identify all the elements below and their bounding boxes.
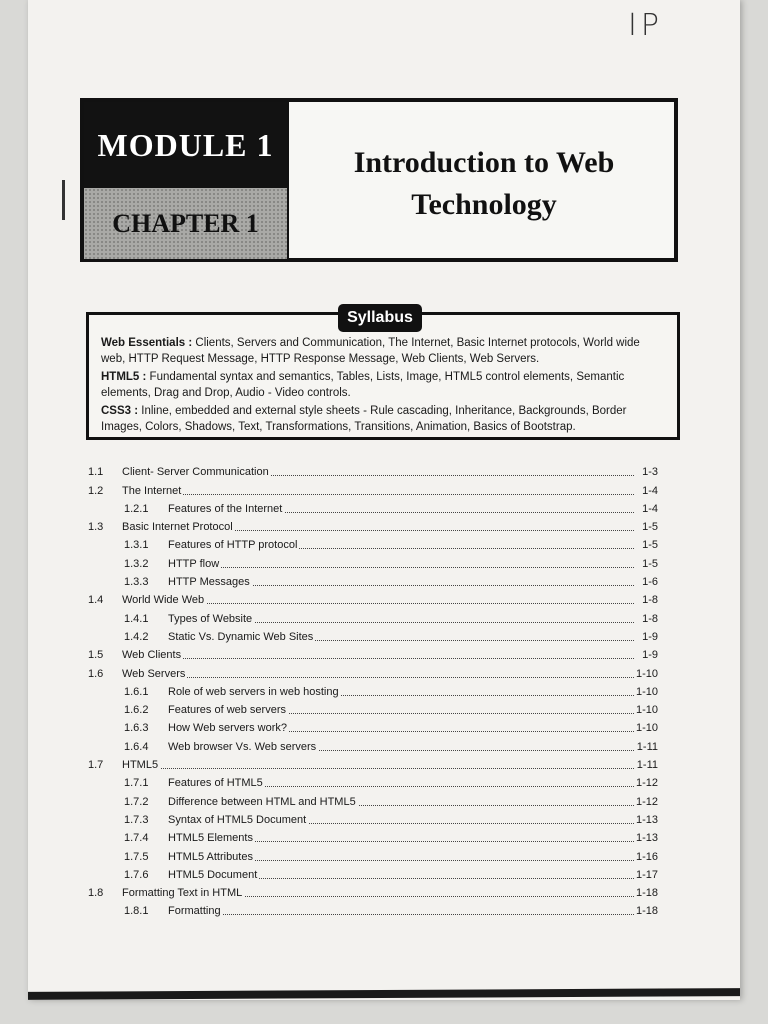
toc-page-number: 1-8	[642, 612, 658, 625]
toc-entry	[86, 810, 686, 828]
toc-number: 1.7.6	[124, 868, 149, 881]
toc-page-number: 1-11	[636, 740, 658, 753]
module-label: MODULE 1	[84, 102, 287, 188]
toc-number: 1.6.2	[124, 704, 149, 717]
toc-label: HTML5 Attributes	[168, 850, 253, 863]
toc-entry	[86, 865, 686, 883]
toc-page-number: 1-10	[635, 722, 658, 735]
toc-page-number: 1-13	[635, 832, 658, 845]
toc-leader-dots	[168, 566, 634, 568]
toc-page-number: 1-9	[642, 649, 658, 662]
syllabus-tag: Syllabus	[338, 304, 422, 332]
toc-number: 1.6.1	[124, 685, 149, 698]
toc-label: HTTP Messages	[168, 576, 250, 589]
toc-page-number: 1-8	[642, 594, 658, 607]
toc-entry	[86, 480, 686, 498]
toc-page-number: 1-12	[635, 795, 658, 808]
toc-entry	[86, 572, 686, 590]
toc-number: 1.8	[88, 887, 104, 900]
toc-label: Features of HTTP protocol	[168, 539, 298, 552]
toc-number: 1.4.1	[124, 612, 149, 625]
toc-number: 1.5	[88, 649, 104, 662]
toc-page-number: 1-12	[635, 777, 658, 790]
syllabus-heading: Web Essentials :	[101, 337, 193, 349]
toc-label: Static Vs. Dynamic Web Sites	[168, 630, 314, 643]
toc-page-number: 1-10	[635, 667, 658, 680]
toc-label: How Web servers work?	[168, 722, 287, 735]
chapter-title-line2: Technology	[411, 188, 557, 221]
toc-entry	[86, 736, 686, 754]
toc-page-number: 1-5	[642, 557, 658, 570]
toc-leader-dots	[168, 913, 634, 915]
toc-entry	[86, 718, 686, 736]
toc-leader-dots	[122, 767, 634, 769]
chapter-label: CHAPTER 1	[84, 188, 287, 259]
syllabus-text: Fundamental syntax and semantics, Tables, Lists, Image, HTML5 control elements, Semantic elements, Drag and Drop, Audio - Video controls.	[101, 371, 625, 399]
toc-leader-dots	[122, 676, 634, 678]
toc-number: 1.3	[88, 521, 104, 534]
toc-entry	[86, 590, 686, 608]
toc-page-number: 1-18	[635, 887, 658, 900]
toc-label: HTTP flow	[168, 557, 220, 570]
toc-entry	[86, 499, 686, 517]
toc-label: Basic Internet Protocol	[122, 521, 233, 534]
toc-leader-dots	[122, 657, 634, 659]
toc-label: Features of HTML5	[168, 777, 263, 790]
syllabus-html5	[101, 369, 665, 401]
toc-label: Features of the Internet	[168, 502, 283, 515]
toc-number: 1.7.4	[124, 832, 149, 845]
toc-label: Formatting Text in HTML	[122, 887, 243, 900]
toc-number: 1.7	[88, 759, 104, 772]
syllabus-text: Clients, Servers and Communication, The Internet, Basic Internet protocols, World wide web, HTTP Request Message, HTTP Response Message, Web Clients, Web Servers.	[101, 337, 640, 365]
syllabus-heading: HTML5 :	[101, 371, 147, 383]
toc-page-number: 1-9	[642, 630, 658, 643]
toc-page-number: 1-4	[642, 484, 658, 497]
toc-number: 1.6	[88, 667, 104, 680]
toc-page-number: 1-10	[635, 685, 658, 698]
toc-number: 1.6.3	[124, 722, 149, 735]
toc-page-number: 1-17	[635, 868, 658, 881]
syllabus-heading: CSS3 :	[101, 405, 139, 417]
toc-entry	[86, 645, 686, 663]
toc-label: Features of web servers	[168, 704, 286, 717]
toc-label: The Internet	[122, 484, 182, 497]
toc-entry	[86, 791, 686, 809]
toc-label: World Wide Web	[122, 594, 205, 607]
toc-entry	[86, 663, 686, 681]
toc-entry	[86, 883, 686, 901]
toc-entry	[86, 755, 686, 773]
toc-label: HTML5 Elements	[168, 832, 253, 845]
toc-entry	[86, 627, 686, 645]
toc-number: 1.7.2	[124, 795, 149, 808]
toc-label: Role of web servers in web hosting	[168, 685, 339, 698]
chapter-header	[80, 98, 678, 262]
toc-label: Web Servers	[122, 667, 186, 680]
toc-entry	[86, 700, 686, 718]
toc-number: 1.6.4	[124, 740, 149, 753]
toc-page-number: 1-16	[635, 850, 658, 863]
toc-number: 1.7.3	[124, 813, 149, 826]
toc-page-number: 1-6	[642, 576, 658, 589]
toc-page-number: 1-4	[642, 502, 658, 515]
syllabus-web-essentials	[101, 335, 665, 367]
toc-entry	[86, 846, 686, 864]
toc-label: Formatting	[168, 905, 221, 918]
toc-entry	[86, 608, 686, 626]
toc-page-number: 1-13	[635, 813, 658, 826]
toc-entry	[86, 828, 686, 846]
toc-page-number: 1-5	[642, 539, 658, 552]
toc-label: Types of Website	[168, 612, 253, 625]
syllabus-css3	[101, 403, 665, 435]
document-page	[28, 0, 740, 1000]
toc-label: Syntax of HTML5 Document	[168, 813, 307, 826]
toc-number: 1.8.1	[124, 905, 149, 918]
toc-entry	[86, 535, 686, 553]
toc-number: 1.2.1	[124, 502, 149, 515]
toc-number: 1.7.1	[124, 777, 149, 790]
toc-page-number: 1-5	[642, 521, 658, 534]
toc-number: 1.2	[88, 484, 104, 497]
toc-label: Client- Server Communication	[122, 466, 269, 479]
toc-page-number: 1-18	[635, 905, 658, 918]
toc-number: 1.4	[88, 594, 104, 607]
chapter-title-line1: Introduction to Web	[353, 146, 615, 179]
header-divider	[287, 102, 289, 259]
toc-label: Web browser Vs. Web servers	[168, 740, 317, 753]
toc-entry	[86, 462, 686, 480]
toc-entry	[86, 553, 686, 571]
toc-page-number: 1-10	[635, 704, 658, 717]
toc-entry	[86, 682, 686, 700]
chapter-title	[299, 142, 669, 226]
toc-page-number: 1-11	[636, 759, 658, 772]
toc-label: HTML5	[122, 759, 159, 772]
toc-leader-dots	[122, 493, 634, 495]
toc-number: 1.1	[88, 466, 104, 479]
syllabus-text: Inline, embedded and external style sheets - Rule cascading, Inheritance, Backgrounds, Border Images, Colors, Shadows, Text, Transformations, Transitions, Animation, Basics of Bootstrap.	[101, 405, 627, 433]
toc-label: Web Clients	[122, 649, 182, 662]
toc-entry	[86, 517, 686, 535]
table-of-contents	[86, 462, 686, 919]
toc-label: Difference between HTML and HTML5	[168, 795, 356, 808]
page-edge-mark	[62, 180, 65, 220]
handwritten-note: IP	[628, 8, 663, 43]
toc-number: 1.3.1	[124, 539, 149, 552]
toc-label: HTML5 Document	[168, 868, 258, 881]
toc-number: 1.7.5	[124, 850, 149, 863]
toc-number: 1.4.2	[124, 630, 149, 643]
toc-entry	[86, 773, 686, 791]
toc-page-number: 1-3	[642, 466, 658, 479]
toc-entry	[86, 901, 686, 919]
toc-number: 1.3.2	[124, 557, 149, 570]
toc-number: 1.3.3	[124, 576, 149, 589]
